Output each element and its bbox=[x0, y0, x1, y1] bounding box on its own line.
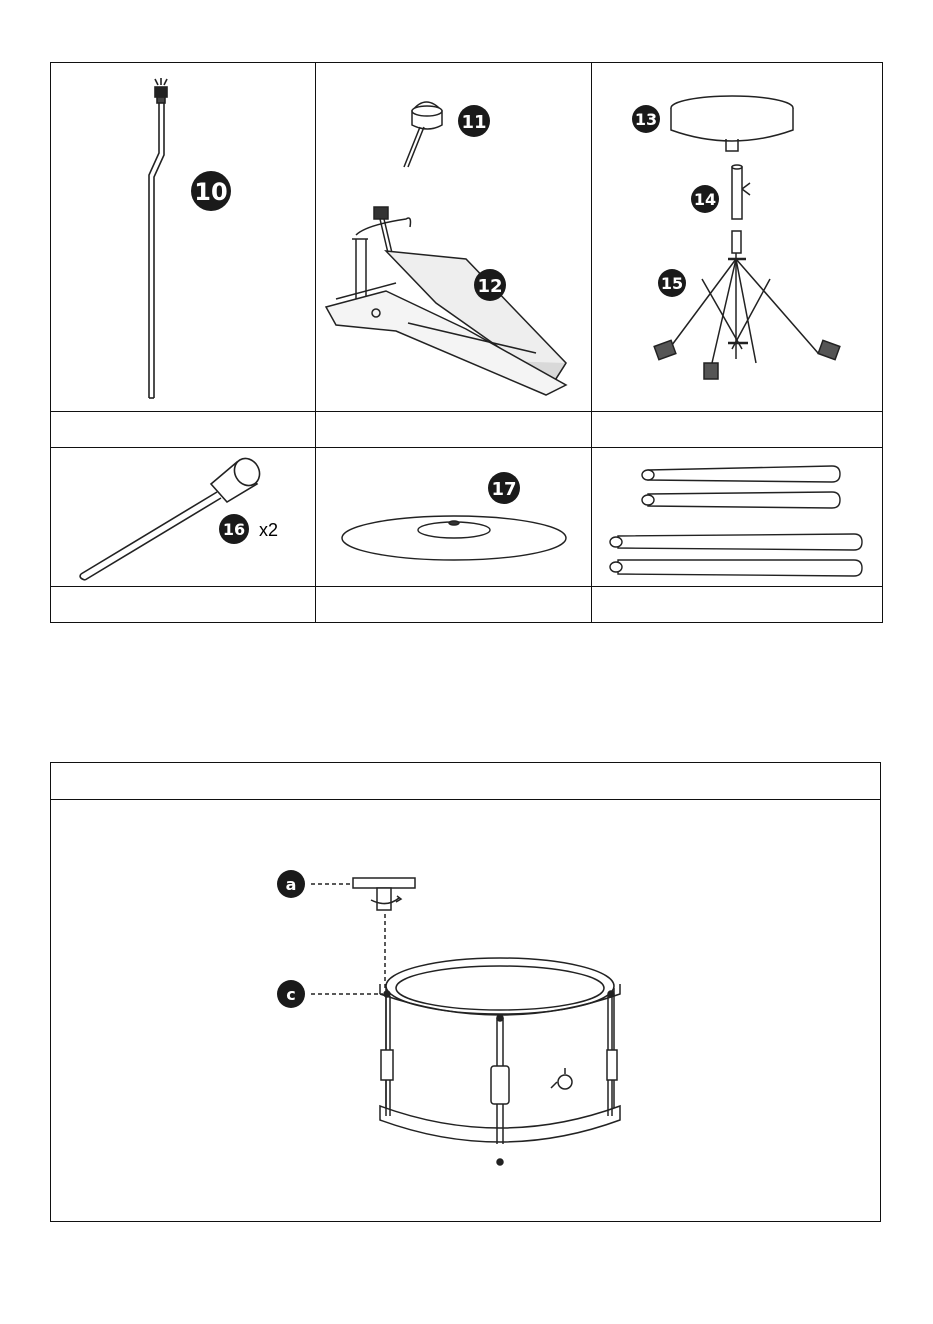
part-10-number: 10 bbox=[194, 178, 228, 206]
assembly-step-box bbox=[50, 762, 881, 1222]
part-17-number: 17 bbox=[491, 479, 517, 501]
spur-rod-illustration bbox=[51, 448, 316, 586]
kick-pedal-illustration bbox=[316, 63, 592, 410]
part-16-quantity: x2 bbox=[259, 520, 279, 541]
label-c-badge bbox=[277, 980, 305, 1008]
part-16-number: 16 bbox=[222, 520, 246, 540]
part-12-number: 12 bbox=[477, 276, 503, 297]
part-11-12-caption bbox=[316, 411, 592, 447]
boom-rod-illustration bbox=[51, 63, 316, 410]
label-c-text: c bbox=[286, 985, 296, 1004]
drumsticks-illustration bbox=[592, 448, 883, 586]
drumsticks-caption bbox=[592, 586, 883, 622]
label-a-badge bbox=[277, 870, 305, 898]
parts-table bbox=[50, 62, 883, 623]
part-13-15-caption bbox=[592, 411, 883, 447]
step-heading bbox=[51, 763, 880, 800]
label-a-text: a bbox=[285, 875, 297, 894]
part-17-cell bbox=[316, 448, 592, 587]
part-16-caption bbox=[51, 586, 316, 622]
part-16-cell bbox=[51, 448, 316, 587]
part-13-number: 13 bbox=[634, 110, 658, 129]
step-illustration-area bbox=[51, 800, 880, 1222]
part-15-number: 15 bbox=[660, 274, 684, 293]
cymbal-illustration bbox=[316, 448, 592, 586]
snare-drum-assembly-illustration bbox=[51, 800, 880, 1222]
part-10-cell bbox=[51, 63, 316, 412]
part-17-caption bbox=[316, 586, 592, 622]
part-11-12-cell bbox=[316, 63, 592, 412]
part-10-caption bbox=[51, 411, 316, 447]
drumsticks-cell bbox=[592, 448, 883, 587]
part-11-number: 11 bbox=[461, 112, 487, 133]
part-14-number: 14 bbox=[693, 190, 717, 209]
part-13-15-cell bbox=[592, 63, 883, 412]
